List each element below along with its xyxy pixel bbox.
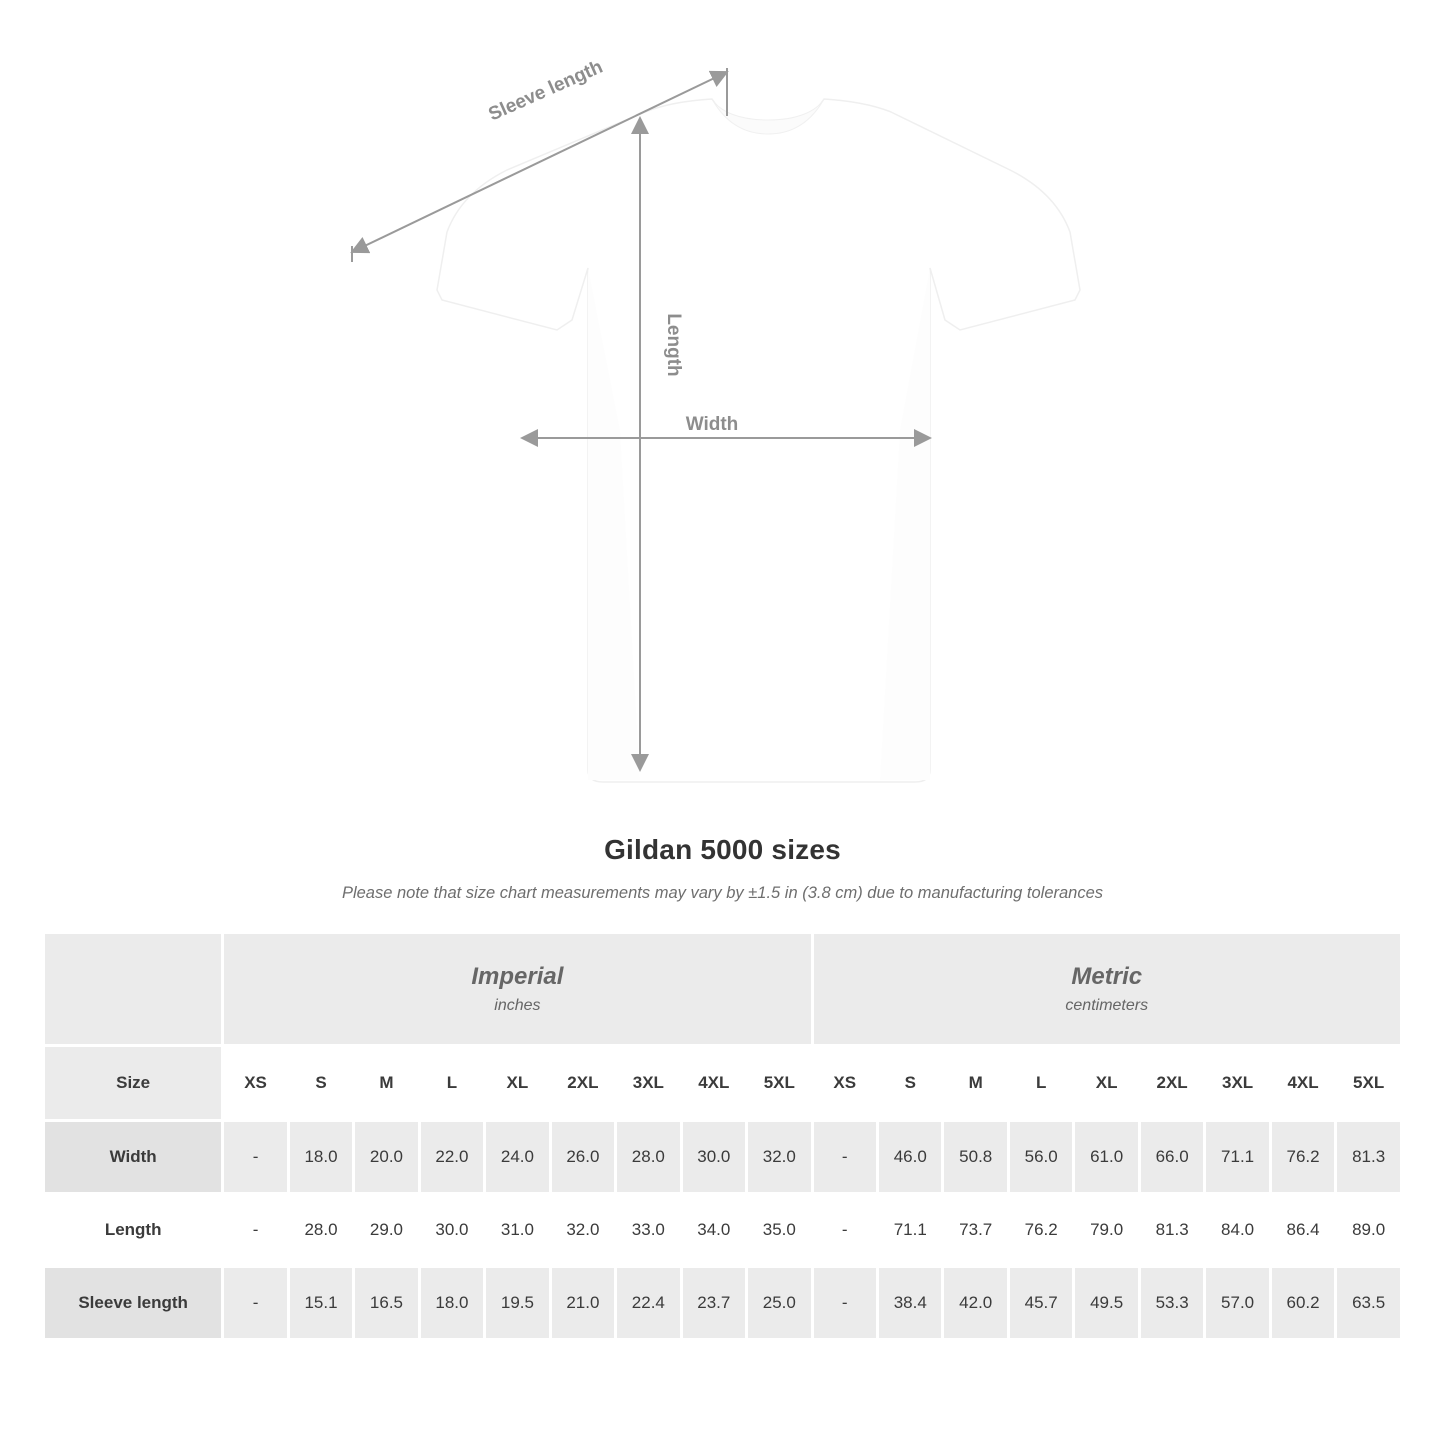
sleeve-imperial-xl: 19.5 [485,1267,550,1340]
length-imperial-4xl: 34.0 [681,1194,746,1267]
row-label-sleeve-length: Sleeve length [44,1267,223,1340]
sleeve-metric-2xl: 53.3 [1139,1267,1204,1340]
width-imperial-2xl: 26.0 [550,1121,615,1194]
width-metric-m: 50.8 [943,1121,1008,1194]
size-header-imperial-2xl: 2XL [550,1046,615,1121]
sleeve-metric-l: 45.7 [1008,1267,1073,1340]
size-header-metric-5xl: 5XL [1336,1046,1402,1121]
imperial-header [223,933,812,1046]
length-imperial-3xl: 33.0 [616,1194,681,1267]
sleeve-metric-xl: 49.5 [1074,1267,1139,1340]
length-metric-5xl: 89.0 [1336,1194,1402,1267]
width-imperial-xs: - [223,1121,288,1194]
size-header-imperial-3xl: 3XL [616,1046,681,1121]
width-metric-2xl: 66.0 [1139,1121,1204,1194]
sleeve-metric-s: 38.4 [878,1267,943,1340]
width-imperial-l: 22.0 [419,1121,484,1194]
page-title: Gildan 5000 sizes [604,834,841,865]
size-header-imperial-m: M [354,1046,419,1121]
size-header-imperial-xs: XS [223,1046,288,1121]
sleeve-imperial-2xl: 21.0 [550,1267,615,1340]
metric-system-label: Metric [1071,963,1143,990]
size-header-metric-2xl: 2XL [1139,1046,1204,1121]
sleeve-imperial-4xl: 23.7 [681,1267,746,1340]
imperial-units-label: inches [494,997,541,1014]
length-metric-xs: - [812,1194,877,1267]
size-header-imperial-s: S [288,1046,353,1121]
width-metric-xs: - [812,1121,877,1194]
size-header-metric-xl: XL [1074,1046,1139,1121]
size-header-imperial-5xl: 5XL [747,1046,812,1121]
length-imperial-l: 30.0 [419,1194,484,1267]
size-table [42,931,1403,1341]
size-header-imperial-l: L [419,1046,484,1121]
size-header-metric-l: L [1008,1046,1073,1121]
table-row [44,1121,1402,1194]
table-row [44,1194,1402,1267]
width-metric-3xl: 71.1 [1205,1121,1270,1194]
length-imperial-xl: 31.0 [485,1194,550,1267]
width-imperial-4xl: 30.0 [681,1121,746,1194]
sleeve-metric-xs: - [812,1267,877,1340]
sleeve-imperial-5xl: 25.0 [747,1267,812,1340]
size-header-metric-m: M [943,1046,1008,1121]
unit-header-spacer [44,933,223,1046]
sleeve-metric-m: 42.0 [943,1267,1008,1340]
length-imperial-2xl: 32.0 [550,1194,615,1267]
sleeve-imperial-xs: - [223,1267,288,1340]
width-metric-l: 56.0 [1008,1121,1073,1194]
size-header-row [44,1046,1402,1121]
length-metric-m: 73.7 [943,1194,1008,1267]
length-metric-s: 71.1 [878,1194,943,1267]
size-header-imperial-4xl: 4XL [681,1046,746,1121]
length-imperial-5xl: 35.0 [747,1194,812,1267]
sleeve-imperial-l: 18.0 [419,1267,484,1340]
width-imperial-3xl: 28.0 [616,1121,681,1194]
length-imperial-m: 29.0 [354,1194,419,1267]
tolerance-note: Please note that size chart measurements may vary by ±1.5 in (3.8 cm) due to manufacturing tolerances [341,884,1104,902]
length-metric-l: 76.2 [1008,1194,1073,1267]
width-label: Width [685,414,739,435]
length-label: Length [663,313,684,377]
sleeve-metric-3xl: 57.0 [1205,1267,1270,1340]
size-header-metric-3xl: 3XL [1205,1046,1270,1121]
sleeve-length-label: Sleeve length [485,56,606,126]
length-imperial-s: 28.0 [288,1194,353,1267]
sleeve-imperial-3xl: 22.4 [616,1267,681,1340]
width-imperial-s: 18.0 [288,1121,353,1194]
length-metric-2xl: 81.3 [1139,1194,1204,1267]
size-label-cell: Size [44,1046,223,1121]
row-label-width: Width [44,1121,223,1194]
size-header-metric-4xl: 4XL [1270,1046,1335,1121]
width-metric-s: 46.0 [878,1121,943,1194]
width-metric-4xl: 76.2 [1270,1121,1335,1194]
unit-header-row [44,933,1402,1046]
width-metric-5xl: 81.3 [1336,1121,1402,1194]
length-metric-4xl: 86.4 [1270,1194,1335,1267]
width-imperial-xl: 24.0 [485,1121,550,1194]
sleeve-metric-5xl: 63.5 [1336,1267,1402,1340]
sleeve-imperial-s: 15.1 [288,1267,353,1340]
width-imperial-m: 20.0 [354,1121,419,1194]
width-imperial-5xl: 32.0 [747,1121,812,1194]
table-row [44,1267,1402,1340]
sleeve-metric-4xl: 60.2 [1270,1267,1335,1340]
metric-header [812,933,1401,1046]
size-header-imperial-xl: XL [485,1046,550,1121]
tshirt-shape [437,99,1080,782]
row-label-length: Length [44,1194,223,1267]
sleeve-imperial-m: 16.5 [354,1267,419,1340]
title-block [0,834,1445,903]
size-header-metric-xs: XS [812,1046,877,1121]
length-metric-3xl: 84.0 [1205,1194,1270,1267]
length-metric-xl: 79.0 [1074,1194,1139,1267]
length-imperial-xs: - [223,1194,288,1267]
imperial-system-label: Imperial [471,963,564,990]
metric-units-label: centimeters [1065,997,1149,1014]
size-table-wrap [42,931,1403,1341]
size-header-metric-s: S [878,1046,943,1121]
width-metric-xl: 61.0 [1074,1121,1139,1194]
